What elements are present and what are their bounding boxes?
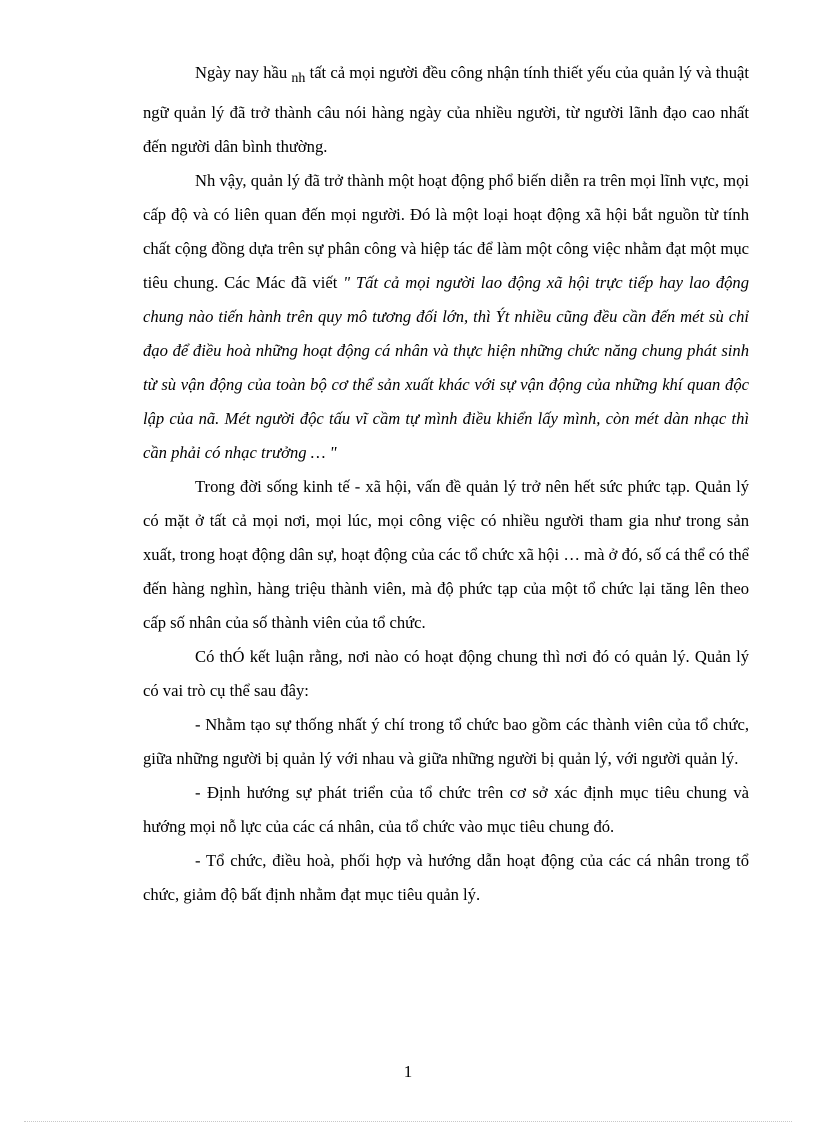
paragraph-3 bbox=[143, 470, 749, 640]
paragraph-2-text: vậy, quản lý đã trở thành một hoạt động phổ biến diễn ra trên mọi lĩnh vực, mọi cấp độ và có liên quan đến mọi người. Đó là một loại hoạt động xã hội bắt nguồn từ tính chất cộng đồng dựa trên sự phân công và hiệp tác để làm một công việc nhằm đạt một mục tiêu chung. Các Mác đã viết bbox=[143, 171, 749, 292]
bullet-item-3 bbox=[143, 844, 749, 912]
bullet-item-1 bbox=[143, 708, 749, 776]
page-number: 1 bbox=[403, 1062, 413, 1081]
paragraph-3-text: Trong đời sống kinh tế - xã hội, vấn đề quản lý trở nên hết sức phức tạp. Quản lý có mặt ở tất cả mọi nơi, mọi lúc, mọi công việc có nhiều người tham gia như trong sản xuất, trong hoạt động dân sự, hoạt động của các tổ chức xã hội … mà ở đó, số cá thể có thể đến hàng nghìn, hàng triệu thành viên, mà độ phức tạp của một tổ chức lại tăng lên theo cấp số nhân của số thành viên của tổ chức. bbox=[143, 477, 749, 632]
bullet-item-2 bbox=[143, 776, 749, 844]
paragraph-1-text: tất cả mọi người đều công nhận tính thiết yếu của quản lý và thuật ngữ quản lý đã trở thành câu nói hàng ngày của nhiều người, từ người lãnh đạo cao nhất đến người dân bình thường. bbox=[143, 63, 749, 156]
bullet-item-3-text: - Tổ chức, điều hoà, phối hợp và hướng dẫn hoạt động của các cá nhân trong tổ chức, giảm độ bất định nhằm đạt mục tiêu quản lý. bbox=[143, 851, 749, 904]
bullet-item-1-text: - Nhằm tạo sự thống nhất ý chí trong tổ chức bao gồm các thành viên của tổ chức, giữa những người bị quản lý với nhau và giữa những người bị quản lý, với người quản lý. bbox=[143, 715, 749, 768]
paragraph-2-fragment: Nh bbox=[195, 171, 216, 190]
body-text bbox=[143, 56, 749, 912]
paragraph-4 bbox=[143, 640, 749, 708]
paragraph-2 bbox=[143, 164, 749, 470]
paragraph-4-text: Có thÓ kết luận rằng, nơi nào có hoạt động chung thì nơi đó có quản lý. Quản lý có vai trò cụ thể sau đây: bbox=[143, 647, 749, 700]
paragraph-1-lead: Ngày nay hầu bbox=[195, 63, 292, 82]
bullet-item-2-text: - Định hướng sự phát triển của tổ chức trên cơ sở xác định mục tiêu chung và hướng mọi nỗ lực của các cá nhân, của tổ chức vào mục tiêu chung đó. bbox=[143, 783, 749, 836]
paragraph-1-fragment: nh bbox=[291, 71, 306, 86]
paragraph-1 bbox=[143, 56, 749, 164]
paragraph-2-quote: " Tất cả mọi người lao động xã hội trực tiếp hay lao động chung nào tiến hành trên quy mô tương đối lớn, thì Ýt nhiều cũng đều cần đến mét sù chỉ đạo để điều hoà những hoạt động cá nhân và thực hiện những chức năng chung phát sinh từ sù vận động của toàn bộ cơ thể sản xuất khác với sự vận động của những khí quan độc lập của nã. Mét người độc tấu vĩ cầm tự mình điều khiển lấy mình, còn mét dàn nhạc thì cần phải có nhạc trưởng … " bbox=[143, 273, 750, 462]
page-bottom-divider bbox=[24, 1121, 792, 1122]
